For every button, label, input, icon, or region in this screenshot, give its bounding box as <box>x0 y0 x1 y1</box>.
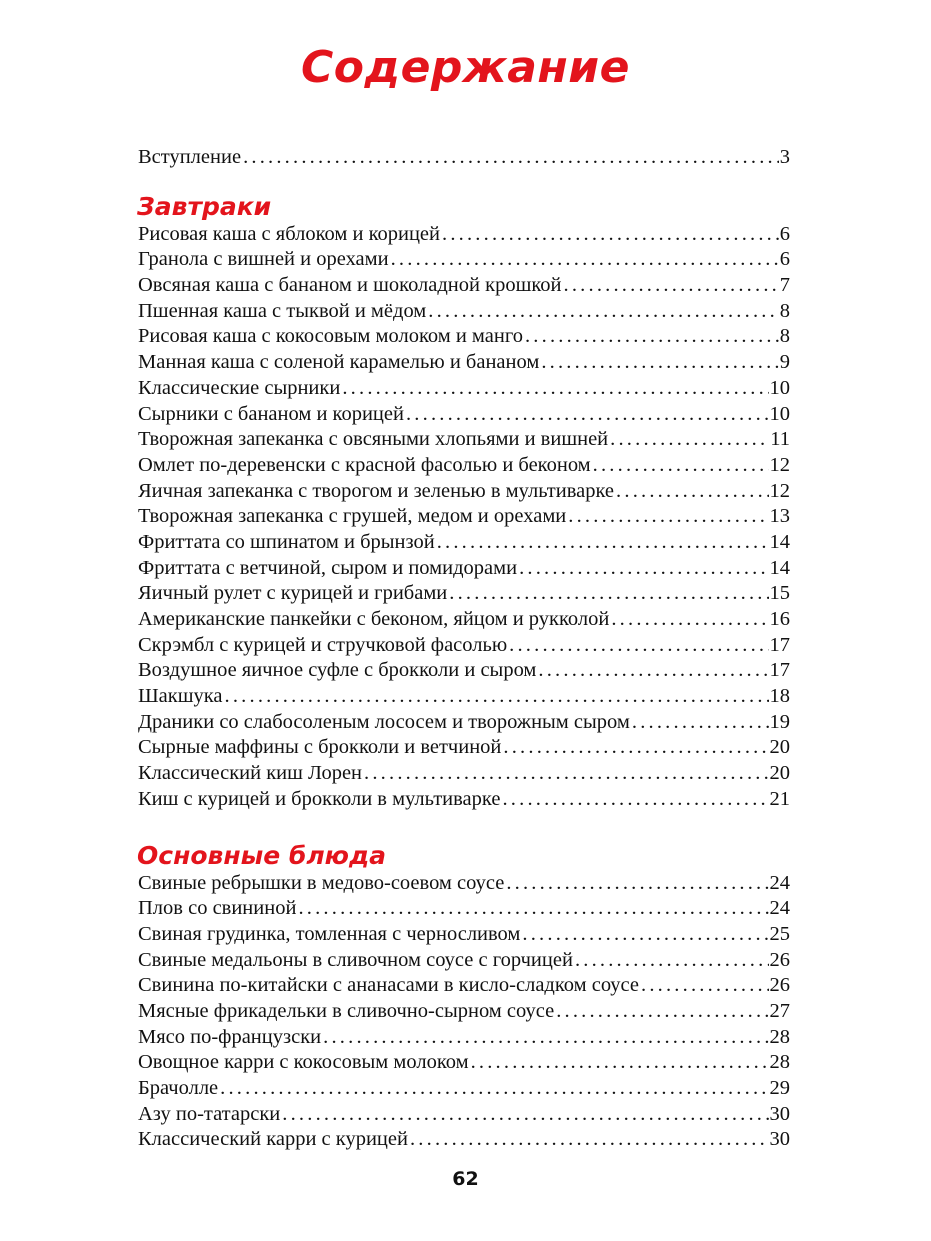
toc-entry-title: Гранола с вишней и орехами <box>138 248 389 271</box>
toc-entry-page: 27 <box>769 999 790 1022</box>
toc-entry-title: Пшенная каша с тыквой и мёдом <box>138 299 427 322</box>
toc-entry <box>138 999 790 1025</box>
toc-entry-page: 10 <box>769 376 790 399</box>
toc-entry-title: Творожная запеканка с грушей, медом и орехами <box>138 505 567 528</box>
toc-entry-page: 6 <box>779 222 790 245</box>
toc-entry <box>138 973 790 999</box>
toc-entry-title: Шакшука <box>138 685 223 708</box>
leader-dots <box>522 922 768 948</box>
toc-entry <box>138 427 790 453</box>
toc-entry <box>138 247 790 273</box>
toc-entry-page: 20 <box>769 736 790 759</box>
toc-entry <box>138 633 790 659</box>
table-of-contents <box>138 145 790 1153</box>
toc-entry-title: Яичный рулет с курицей и грибами <box>138 582 448 605</box>
toc-entry-page: 24 <box>769 871 790 894</box>
toc-entry-page: 28 <box>769 1025 790 1048</box>
leader-dots <box>220 1076 768 1102</box>
toc-entry <box>138 530 790 556</box>
leader-dots <box>471 1050 769 1076</box>
toc-entry-title: Рисовая каша с яблоком и корицей <box>138 222 440 245</box>
toc-entry <box>138 299 790 325</box>
toc-entry-page: 19 <box>769 710 790 733</box>
toc-entry <box>138 556 790 582</box>
toc-entry-title: Брачолле <box>138 1077 219 1099</box>
toc-entry-title: Яичная запеканка с творогом и зеленью в мультиварке <box>138 479 615 502</box>
toc-entry-title: Вступление <box>138 146 242 168</box>
toc-entry <box>138 787 790 813</box>
toc-entry-title: Американские панкейки с беконом, яйцом и рукколой <box>138 608 610 630</box>
leader-dots <box>298 896 768 922</box>
toc-entry-page: 24 <box>769 897 790 920</box>
toc-entry-page: 18 <box>769 685 790 708</box>
leader-dots <box>575 948 769 974</box>
toc-entry-title: Творожная запеканка с овсяными хлопьями и вишней <box>138 428 609 451</box>
toc-entry-title: Рисовая каша с кокосовым молоком и манго <box>138 325 523 348</box>
leader-dots <box>538 658 768 684</box>
toc-entry-title: Классические сырники <box>138 376 341 399</box>
toc-entry-title: Овощное карри с кокосовым молоком <box>138 1051 469 1074</box>
leader-dots <box>568 504 768 530</box>
toc-entry-page: 17 <box>769 633 790 656</box>
leader-dots <box>611 607 768 633</box>
toc-entry-title: Свинина по-китайски с ананасами в кисло-сладком соусе <box>138 974 639 997</box>
toc-entry-title: Классический киш Лорен <box>138 762 363 785</box>
leader-dots <box>410 1127 769 1153</box>
toc-entry-title: Сырные маффины с брокколи и ветчиной <box>138 736 502 759</box>
section-heading: Основные блюда <box>137 840 387 870</box>
toc-entry-page: 8 <box>779 299 790 322</box>
leader-dots <box>406 402 769 428</box>
toc-entry-page: 14 <box>769 556 790 579</box>
page-number: 62 <box>452 1168 479 1190</box>
toc-entry-page: 16 <box>769 608 790 630</box>
toc-entry-page: 21 <box>769 787 790 810</box>
toc-entry-page: 8 <box>779 325 790 348</box>
toc-entry <box>138 1076 790 1102</box>
toc-entry-title: Драники со слабосоленым лососем и творожным сыром <box>138 710 630 733</box>
leader-dots <box>225 684 769 710</box>
leader-dots <box>502 787 768 813</box>
toc-entry <box>138 453 790 479</box>
toc-entry-page: 11 <box>770 428 790 451</box>
toc-entry <box>138 735 790 761</box>
toc-entry-page: 17 <box>769 659 790 682</box>
leader-dots <box>342 376 768 402</box>
toc-entry-page: 30 <box>769 1128 790 1151</box>
leader-dots <box>509 633 768 659</box>
leader-dots <box>506 871 768 897</box>
leader-dots <box>525 324 779 350</box>
toc-entry-page: 9 <box>779 351 790 374</box>
toc-entry <box>138 273 790 299</box>
leader-dots <box>503 735 768 761</box>
toc-entry <box>138 324 790 350</box>
toc-entry <box>138 761 790 787</box>
toc-entry-title: Воздушное яичное суфле с брокколи и сыром <box>138 659 537 682</box>
leader-dots <box>519 556 768 582</box>
leader-dots <box>449 581 768 607</box>
toc-entry-page: 7 <box>779 274 790 297</box>
toc-entry <box>138 350 790 376</box>
toc-entry <box>138 1102 790 1128</box>
toc-entry-title: Омлет по-деревенски с красной фасолью и беконом <box>138 453 591 476</box>
leader-dots <box>428 299 778 325</box>
toc-entry-title: Фриттата с ветчиной, сыром и помидорами <box>138 556 518 579</box>
toc-entry-title: Классический карри с курицей <box>138 1128 408 1151</box>
toc-entry <box>138 1025 790 1051</box>
toc-entry-title: Фриттата со шпинатом и брынзой <box>138 530 435 553</box>
toc-entry-page: 30 <box>769 1102 790 1125</box>
toc-entry-page: 6 <box>779 248 790 271</box>
leader-dots <box>282 1102 768 1128</box>
toc-entry-title: Свиные ребрышки в медово-соевом соусе <box>138 871 505 894</box>
toc-entry-title: Скрэмбл с курицей и стручковой фасолью <box>138 633 508 656</box>
leader-dots <box>437 530 769 556</box>
toc-entry-page: 25 <box>769 922 790 945</box>
toc-entry-title: Свиная грудинка, томленная с черносливом <box>138 922 521 945</box>
leader-dots <box>243 145 779 171</box>
leader-dots <box>564 273 779 299</box>
leader-dots <box>632 710 769 736</box>
toc-entry-title: Манная каша с соленой карамелью и бананом <box>138 351 540 374</box>
leader-dots <box>442 222 779 248</box>
toc-entry <box>138 222 790 248</box>
leader-dots <box>641 973 769 999</box>
leader-dots <box>541 350 778 376</box>
toc-entry-page: 20 <box>769 762 790 785</box>
toc-entry-page: 13 <box>769 505 790 528</box>
toc-entry-page: 26 <box>769 948 790 971</box>
leader-dots <box>616 479 768 505</box>
toc-entry-page: 10 <box>769 402 790 425</box>
toc-entry-title: Сырники с бананом и корицей <box>138 402 404 425</box>
toc-entry <box>138 607 790 633</box>
toc-entry-page: 14 <box>769 530 790 553</box>
toc-entry <box>138 479 790 505</box>
toc-entry <box>138 710 790 736</box>
toc-entry-page: 29 <box>769 1077 790 1099</box>
section-heading: Завтраки <box>137 191 272 221</box>
toc-entry <box>138 871 790 897</box>
toc-entry-title: Свиные медальоны в сливочном соусе с горчицей <box>138 948 573 971</box>
toc-entry-title: Мясные фрикадельки в сливочно-сырном соусе <box>138 999 555 1022</box>
toc-entry-title: Киш с курицей и брокколи в мультиварке <box>138 787 501 810</box>
leader-dots <box>593 453 769 479</box>
toc-entry <box>138 948 790 974</box>
toc-entry-page: 3 <box>779 146 790 168</box>
leader-dots <box>610 427 769 453</box>
toc-entry <box>138 896 790 922</box>
toc-entry <box>138 402 790 428</box>
leader-dots <box>391 247 779 273</box>
leader-dots <box>556 999 768 1025</box>
toc-entry <box>138 658 790 684</box>
leader-dots <box>323 1025 768 1051</box>
page-title: Содержание <box>301 42 630 93</box>
toc-entry-page: 28 <box>769 1051 790 1074</box>
toc-entry <box>138 684 790 710</box>
toc-entry-page: 12 <box>769 453 790 476</box>
toc-entry-title: Овсяная каша с бананом и шоколадной крошкой <box>138 274 562 297</box>
toc-entry-intro <box>138 145 790 171</box>
toc-entry-page: 12 <box>769 479 790 502</box>
toc-entry <box>138 1050 790 1076</box>
toc-entry <box>138 376 790 402</box>
leader-dots <box>364 761 768 787</box>
toc-entry-title: Мясо по-французски <box>138 1025 322 1048</box>
toc-entry <box>138 1127 790 1153</box>
toc-entry <box>138 504 790 530</box>
toc-entry-title: Азу по-татарски <box>138 1102 281 1125</box>
toc-entry-title: Плов со свининой <box>138 897 297 920</box>
toc-entry <box>138 922 790 948</box>
toc-entry-page: 26 <box>769 974 790 997</box>
toc-entry <box>138 581 790 607</box>
toc-entry-page: 15 <box>769 582 790 605</box>
